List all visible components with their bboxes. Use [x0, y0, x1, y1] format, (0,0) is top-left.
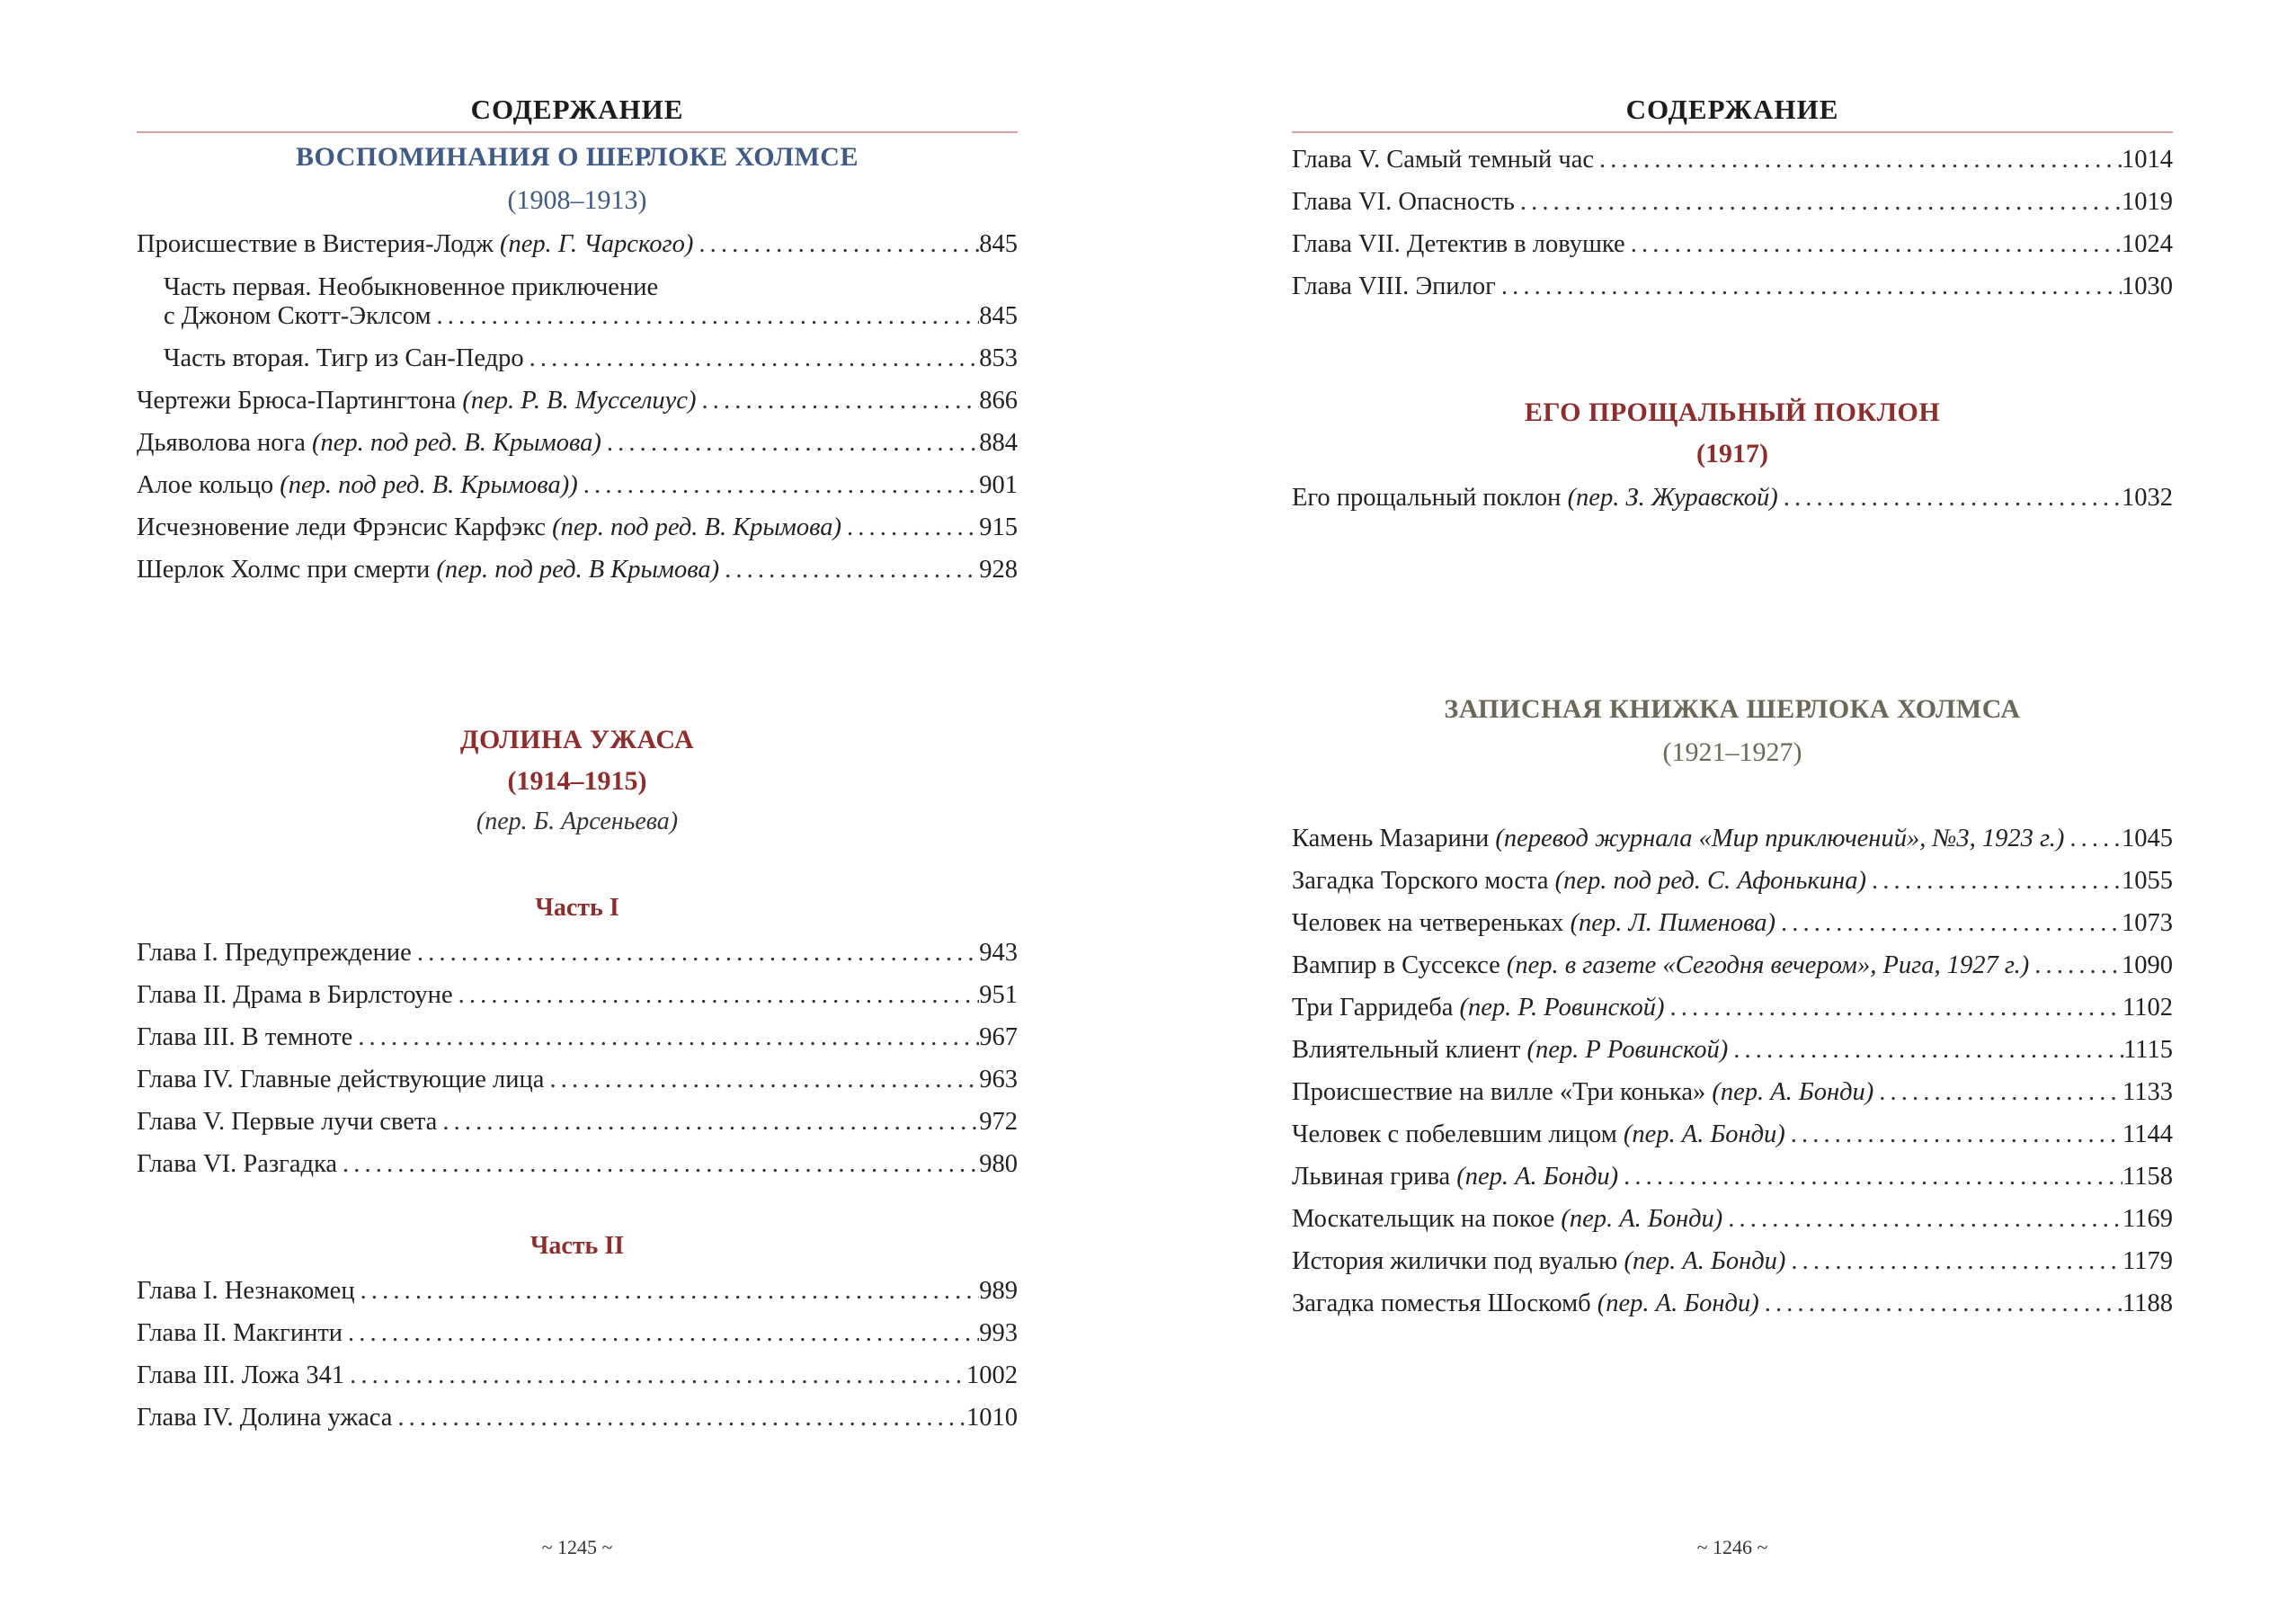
left-column [137, 0, 1018, 1624]
leader-dots [1722, 1201, 2122, 1237]
entry-translator: (пер. З. Журавской) [1567, 484, 1778, 512]
entry-translator: (пер. под ред. В Крымова) [436, 556, 720, 584]
leader-dots [1785, 1117, 2122, 1153]
entry-title: с Джоном Скотт-Эклсом [164, 302, 432, 330]
entry-title: Глава V. Первые лучи света [137, 1108, 438, 1136]
entry-page: 845 [979, 302, 1018, 330]
toc-entry [137, 1400, 1018, 1436]
toc-entry [137, 425, 1018, 461]
leader-dots [432, 299, 980, 335]
entry-translator: (пер. Р. Ровинской) [1459, 994, 1665, 1022]
toc-entry [1292, 1201, 2173, 1237]
entry-translator: (пер. под ред. В. Крымова) [552, 513, 842, 541]
entry-title: Человек с побелевшим лицом (пер. А. Бонди) [1292, 1120, 1785, 1148]
entry-page: 989 [979, 1277, 1018, 1305]
entry-page: 901 [979, 471, 1018, 499]
toc-entry [1292, 1075, 2173, 1111]
entry-title: Исчезновение леди Фрэнсис Карфэкс (пер. под ред. В. Крымова) [137, 513, 842, 541]
entry-page: 951 [979, 981, 1018, 1009]
entry-title: Происшествие на вилле «Три конька» (пер. А. Бонди) [1292, 1078, 1874, 1106]
toc-entry [137, 552, 1018, 588]
toc-entry [137, 935, 1018, 971]
leader-dots [337, 1147, 979, 1182]
entry-title: Глава IV. Главные действующие лица [137, 1066, 545, 1093]
toc-entry [164, 299, 1018, 335]
part-title: Часть I [535, 894, 619, 922]
toc-entry [1292, 269, 2173, 305]
entry-title: Загадка Торского моста (пер. под ред. С. Афонькина) [1292, 867, 1866, 895]
toc-entry [137, 1062, 1018, 1098]
entry-title: Глава VIII. Эпилог [1292, 272, 1496, 300]
entry-page: 866 [979, 387, 1018, 415]
entry-page: 1014 [2122, 146, 2173, 174]
entry-title: Шерлок Холмс при смерти (пер. под ред. В Крымова) [137, 556, 720, 584]
toc-entry [137, 510, 1018, 546]
entry-title-line1: Часть первая. Необыкновенное приключение [164, 273, 659, 301]
entry-page: 1030 [2122, 272, 2173, 300]
running-head: СОДЕРЖАНИЕ [470, 94, 684, 125]
entry-page: 928 [979, 556, 1018, 584]
toc-entry [1292, 480, 2173, 516]
leader-dots [1785, 1244, 2122, 1280]
leader-dots [412, 935, 979, 971]
entry-page: 1019 [2122, 188, 2173, 216]
entry-translator: (пер. Г. Чарского) [499, 230, 694, 258]
entry-title: Глава III. Ложа 341 [137, 1361, 345, 1389]
entry-title: Человек на четвереньках (пер. Л. Пименова) [1292, 909, 1775, 937]
leader-dots [1625, 227, 2122, 263]
entry-page: 1055 [2122, 867, 2173, 895]
section-years: (1914–1915) [507, 766, 647, 796]
header-rule [137, 131, 1018, 133]
entry-page: 972 [979, 1108, 1018, 1136]
entry-page: 963 [979, 1066, 1018, 1093]
toc-entry [137, 1020, 1018, 1056]
leader-dots [1778, 480, 2122, 516]
leader-dots [2029, 948, 2122, 984]
entry-page: 1090 [2122, 951, 2173, 979]
leader-dots [344, 1358, 966, 1394]
entry-translator: (пер. под ред. В. Крымова)) [280, 471, 578, 499]
entry-title: Влиятельный клиент (пер. Р Ровинской) [1292, 1036, 1729, 1064]
entry-page: 967 [979, 1023, 1018, 1051]
entry-title: История жилички под вуалью (пер. А. Бонди) [1292, 1247, 1786, 1275]
entry-translator: (пер. А. Бонди) [1624, 1247, 1786, 1275]
toc-entry [137, 227, 1018, 263]
entry-title: Глава VI. Опасность [1292, 188, 1515, 216]
entry-translator: (пер. А. Бонди) [1456, 1163, 1619, 1191]
entry-translator: (пер. Р Ровинской) [1526, 1036, 1729, 1064]
entry-page: 1032 [2122, 484, 2173, 512]
entry-translator: (пер. А. Бонди) [1712, 1078, 1874, 1106]
entry-title: Глава VII. Детектив в ловушке [1292, 230, 1625, 258]
toc-entry [1292, 821, 2173, 857]
entry-title: Происшествие в Вистерия-Лодж (пер. Г. Чарского) [137, 230, 694, 258]
toc-entry [1292, 184, 2173, 220]
leader-dots [1665, 990, 2123, 1026]
toc-entry [1292, 1032, 2173, 1068]
toc-entry [1292, 948, 2173, 984]
entry-page: 993 [979, 1319, 1018, 1347]
entry-title: Москательщик на покое (пер. А. Бонди) [1292, 1205, 1723, 1233]
section-translator: (пер. Б. Арсеньева) [476, 808, 679, 835]
entry-title: Часть вторая. Тигр из Сан-Педро [164, 344, 524, 372]
entry-title: Глава II. Макгинти [137, 1319, 343, 1347]
toc-entry [137, 977, 1018, 1013]
leader-dots [1515, 184, 2122, 220]
entry-page: 943 [979, 939, 1018, 967]
entry-title: Алое кольцо (пер. под ред. В. Крымова)) [137, 471, 578, 499]
leader-dots [1775, 906, 2122, 941]
leader-dots [1594, 142, 2122, 178]
toc-entry [1292, 990, 2173, 1026]
toc-entry [1292, 1159, 2173, 1195]
leader-dots [578, 468, 980, 504]
entry-translator: (пер. под ред. С. Афонькина) [1554, 867, 1866, 895]
entry-page: 915 [979, 513, 1018, 541]
entry-page: 1144 [2122, 1120, 2173, 1148]
entry-page: 1024 [2122, 230, 2173, 258]
entry-title: Глава VI. Разгадка [137, 1150, 338, 1178]
leader-dots [719, 552, 979, 588]
toc-entry [137, 1358, 1018, 1394]
entry-title: Загадка поместья Шоскомб (пер. А. Бонди) [1292, 1289, 1759, 1317]
right-column [1292, 0, 2173, 1624]
page-number: ~ 1246 ~ [1696, 1536, 1768, 1558]
toc-entry [137, 1104, 1018, 1140]
entry-title: Глава I. Незнакомец [137, 1277, 355, 1305]
leader-dots [1618, 1159, 2122, 1195]
leader-dots [437, 1104, 979, 1140]
entry-page: 1179 [2122, 1247, 2173, 1275]
toc-entry [137, 468, 1018, 504]
page-number: ~ 1245 ~ [541, 1536, 613, 1558]
entry-title: Дьяволова нога (пер. под ред. В. Крымова) [137, 429, 601, 457]
entry-translator: (пер. А. Бонди) [1597, 1289, 1759, 1317]
toc-entry [137, 1273, 1018, 1309]
toc-entry [1292, 1286, 2173, 1322]
leader-dots [524, 341, 980, 377]
entry-translator: (пер. под ред. В. Крымова) [311, 429, 601, 457]
entry-title: Его прощальный поклон (пер. З. Журавской) [1292, 484, 1778, 512]
entry-page: 1045 [2122, 825, 2173, 852]
section-years: (1908–1913) [507, 185, 647, 215]
toc-entry [137, 383, 1018, 419]
leader-dots [2064, 821, 2122, 857]
entry-title: Глава III. В темноте [137, 1023, 353, 1051]
entry-title: Вампир в Суссексе (пер. в газете «Сегодня вечером», Рига, 1927 г.) [1292, 951, 2030, 979]
section-title: ВОСПОМИНАНИЯ О ШЕРЛОКЕ ХОЛМСЕ [296, 142, 859, 172]
entry-page: 1133 [2122, 1078, 2173, 1106]
entry-page: 1073 [2122, 909, 2173, 937]
entry-page: 853 [979, 344, 1018, 372]
toc-entry [164, 341, 1018, 377]
running-head: СОДЕРЖАНИЕ [1625, 94, 1839, 125]
entry-title: Глава I. Предупреждение [137, 939, 412, 967]
leader-dots [601, 425, 979, 461]
entry-title: Камень Мазарини (перевод журнала «Мир приключений», №3, 1923 г.) [1292, 825, 2065, 852]
leader-dots [544, 1062, 979, 1098]
leader-dots [1496, 269, 2122, 305]
entry-page: 1102 [2122, 994, 2173, 1022]
entry-title: Глава II. Драма в Бирлстоуне [137, 981, 453, 1009]
entry-page: 1188 [2122, 1289, 2173, 1317]
entry-page: 1010 [966, 1404, 1018, 1432]
entry-page: 1002 [966, 1361, 1018, 1389]
right-page [1148, 0, 2296, 1624]
toc-entry [1292, 142, 2173, 178]
toc-entry [1292, 863, 2173, 899]
leader-dots [392, 1400, 966, 1436]
section-title: ЗАПИСНАЯ КНИЖКА ШЕРЛОКА ХОЛМСА [1444, 694, 2021, 724]
entry-page: 845 [979, 230, 1018, 258]
entry-page: 1115 [2123, 1036, 2173, 1064]
entry-title: Львиная грива (пер. А. Бонди) [1292, 1163, 1619, 1191]
toc-entry [137, 1316, 1018, 1352]
entry-title: Чертежи Брюса-Партингтона (пер. Р. В. Мусселиус) [137, 387, 697, 415]
leader-dots [1866, 863, 2122, 899]
section-title: ДОЛИНА УЖАСА [459, 725, 695, 754]
entry-translator: (пер. А. Бонди) [1623, 1120, 1785, 1148]
leader-dots [343, 1316, 979, 1352]
entry-page: 1169 [2122, 1205, 2173, 1233]
entry-title: Глава V. Самый темный час [1292, 146, 1594, 174]
leader-dots [355, 1273, 980, 1309]
entry-page: 884 [979, 429, 1018, 457]
toc-entry [1292, 906, 2173, 941]
part-title: Часть II [530, 1232, 625, 1260]
entry-title: Три Гарридеба (пер. Р. Ровинской) [1292, 994, 1665, 1022]
toc-entry [1292, 1117, 2173, 1153]
leader-dots [696, 383, 979, 419]
leader-dots [352, 1020, 979, 1056]
leader-dots [693, 227, 979, 263]
toc-entry [1292, 1244, 2173, 1280]
section-years: (1921–1927) [1662, 737, 1802, 767]
entry-translator: (пер. А. Бонди) [1561, 1205, 1723, 1233]
entry-translator: (пер. Р. В. Мусселиус) [462, 387, 697, 415]
entry-page: 1158 [2122, 1163, 2173, 1191]
leader-dots [1873, 1075, 2122, 1111]
leader-dots [1728, 1032, 2123, 1068]
toc-entry [1292, 227, 2173, 263]
leader-dots [1759, 1286, 2122, 1322]
toc-entry [137, 1147, 1018, 1182]
entry-page: 980 [979, 1150, 1018, 1178]
entry-translator: (пер. в газете «Сегодня вечером», Рига, 1927 г.) [1506, 951, 2030, 979]
section-title: ЕГО ПРОЩАЛЬНЫЙ ПОКЛОН [1524, 397, 1941, 427]
entry-translator: (пер. Л. Пименова) [1570, 909, 1775, 937]
leader-dots [453, 977, 980, 1013]
header-rule [1292, 131, 2173, 133]
leader-dots [841, 510, 979, 546]
entry-title: Глава IV. Долина ужаса [137, 1404, 393, 1432]
entry-translator: (перевод журнала «Мир приключений», №3, 1923 г.) [1495, 825, 2065, 852]
section-years: (1917) [1696, 439, 1768, 468]
